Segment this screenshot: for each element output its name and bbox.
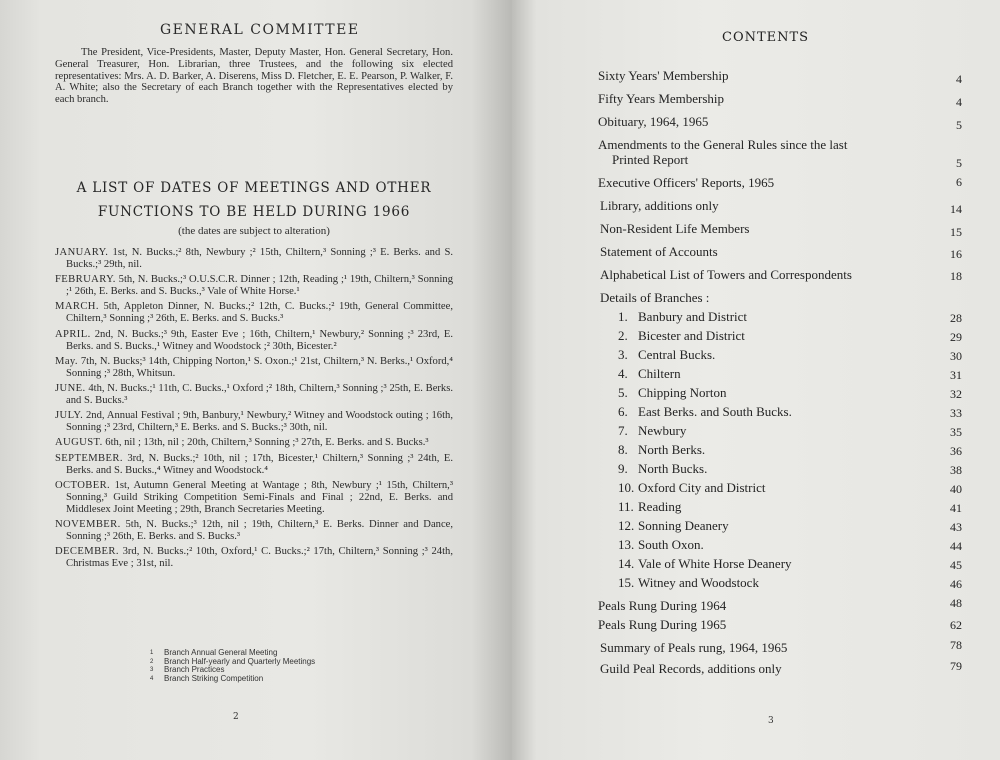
- toc-branch-label: [618, 461, 707, 477]
- toc-entry: [598, 617, 978, 635]
- toc-branch-label: [618, 309, 747, 325]
- month-dates: 4th, N. Bucks.;¹ 11th, C. Bucks.,¹ Oxford ;² 18th, Chiltern,³ Sonning ;³ 25th, E. Berks. and S. Bucks.³: [66, 383, 453, 406]
- month-entry: [55, 546, 453, 570]
- toc-branch-label: [618, 423, 686, 439]
- branch-number: 8.: [618, 442, 628, 457]
- branch-name: Newbury: [638, 423, 687, 438]
- toc-branch-entry: [598, 556, 978, 574]
- toc-entry-page: 5: [956, 156, 962, 170]
- toc-entry-label: Alphabetical List of Towers and Correspondents: [600, 267, 852, 282]
- month-name: JULY.: [55, 410, 84, 422]
- branch-number: 10.: [618, 480, 635, 495]
- month-dates: 3rd, N. Bucks.;² 10th, Oxford,¹ C. Bucks.;² 17th, Chiltern,³ Sonning ;³ 24th, Christmas Eve ; 31st, nil.: [66, 546, 453, 570]
- branch-name: North Berks.: [638, 442, 706, 457]
- toc-branch-entry: [598, 366, 978, 384]
- toc-branch-entry: [598, 461, 978, 479]
- toc-entry-page: 38: [950, 463, 962, 477]
- month-dates: 1st, N. Bucks.;² 8th, Newbury ;² 15th, Chiltern,³ Sonning ;³ E. Berks. and S. Bucks.;³ 29th, nil.: [66, 247, 453, 270]
- toc-entry-page: 44: [950, 539, 962, 553]
- toc-entry-page: 4: [956, 72, 962, 86]
- toc-branch-label: [618, 518, 729, 534]
- contents-heading: CONTENTS: [722, 30, 810, 45]
- footnote-mark: 2: [150, 658, 154, 665]
- toc-branch-label: [618, 328, 745, 344]
- toc-branch-label: [618, 366, 681, 382]
- branch-number: 9.: [618, 461, 628, 476]
- branch-name: Reading: [638, 499, 682, 514]
- branch-name: North Bucks.: [638, 461, 708, 476]
- toc-entry-label: Peals Rung During 1964: [598, 598, 727, 613]
- toc-branch-label: [618, 385, 726, 401]
- toc-entry-page: 28: [950, 311, 962, 325]
- toc-branch-entry: [598, 442, 978, 460]
- branch-number: 12.: [618, 518, 635, 533]
- toc-branch-entry: [598, 347, 978, 365]
- month-name: FEBRUARY.: [55, 274, 116, 286]
- toc-entry: [598, 221, 978, 239]
- toc-branch-label: [618, 442, 705, 458]
- toc-entry-label: Executive Officers' Reports, 1965: [598, 175, 775, 190]
- month-name: SEPTEMBER.: [55, 452, 123, 464]
- toc-entry-page: 43: [950, 520, 962, 534]
- month-entry: [55, 274, 453, 298]
- toc-entry-page: 29: [950, 330, 962, 344]
- branch-number: 3.: [618, 347, 628, 362]
- toc-entry-label: Fifty Years Membership: [598, 91, 725, 106]
- month-entry: [55, 356, 453, 380]
- toc-entry-label: Sixty Years' Membership: [598, 68, 729, 83]
- month-name: DECEMBER.: [55, 546, 119, 558]
- month-name: OCTOBER.: [55, 479, 111, 491]
- month-dates: 5th, N. Bucks.;³ 12th, nil ; 19th, Chiltern,³ E. Berks. Dinner and Dance, Sonning ;³ 26th, E. Berks. and S. Bucks.³: [66, 519, 453, 542]
- toc-entry-page: 30: [950, 349, 962, 363]
- footnote-mark: 4: [150, 675, 154, 682]
- toc-entry-page: 79: [950, 659, 962, 673]
- toc-branch-entry: [598, 575, 978, 593]
- branch-number: 13.: [618, 537, 635, 552]
- toc-entry-page: 62: [950, 618, 962, 632]
- month-dates: 6th, nil ; 13th, nil ; 20th, Chiltern,³ Sonning ;³ 27th, E. Berks. and S. Bucks.³: [102, 437, 429, 449]
- month-name: AUGUST.: [55, 437, 103, 449]
- toc-branch-entry: [598, 385, 978, 403]
- toc-branch-label: [618, 575, 759, 591]
- month-dates: 2nd, N. Bucks.;³ 9th, Easter Eve ; 16th, Chiltern,¹ Newbury,² Sonning ;³ 23rd, E. Berks. and S. Bucks.,¹ Witney and Woodstock ;² 30th, Bicester.²: [66, 328, 453, 352]
- footnote-legend: [150, 649, 315, 683]
- branch-name: Chiltern: [638, 366, 681, 381]
- toc-entry-page: 46: [950, 577, 962, 591]
- footnote-mark: 3: [150, 667, 154, 674]
- month-entry: [55, 410, 453, 434]
- toc-entry-label: Non-Resident Life Members: [600, 221, 750, 236]
- toc-entry: [598, 640, 978, 658]
- toc-entry-label: Statement of Accounts: [600, 244, 718, 259]
- month-dates: 5th, N. Bucks.;³ O.U.S.C.R. Dinner ; 12th, Reading ;¹ 19th, Chiltern,³ Sonning ;¹ 26th, E. Berks. and S. Bucks.,³ Vale of White Horse.¹: [66, 274, 453, 298]
- toc-entry-page: 78: [950, 638, 962, 652]
- toc-entry-page: 33: [950, 406, 962, 420]
- month-entry: [55, 437, 453, 449]
- toc-branch-label: [618, 347, 715, 363]
- toc-entry-label: Printed Report: [612, 152, 689, 167]
- toc-entry-label: Amendments to the General Rules since the last: [598, 137, 848, 152]
- month-name: APRIL.: [55, 328, 91, 340]
- toc-branch-label: [618, 404, 792, 420]
- month-name: MARCH.: [55, 301, 99, 313]
- month-entry: [55, 301, 453, 325]
- toc-entry-page: 41: [950, 501, 962, 515]
- month-name: May.: [55, 355, 78, 367]
- toc-branch-entry: [598, 518, 978, 536]
- footnote-text: Branch Striking Competition: [164, 673, 264, 683]
- month-entry: [55, 383, 453, 407]
- toc-entry-page: 32: [950, 387, 962, 401]
- branch-number: 1.: [618, 309, 628, 324]
- branch-name: East Berks. and South Bucks.: [638, 404, 792, 419]
- branch-name: Witney and Woodstock: [638, 575, 759, 590]
- branch-number: 11.: [618, 499, 634, 514]
- footnote-text: Branch Half-yearly and Quarterly Meetings: [164, 656, 316, 666]
- branch-name: Vale of White Horse Deanery: [638, 556, 792, 571]
- branch-name: South Oxon.: [638, 537, 704, 552]
- toc-entry-label: Guild Peal Records, additions only: [600, 661, 782, 676]
- toc-branch-label: [618, 480, 765, 496]
- toc-entry: [598, 114, 978, 132]
- month-name: JUNE.: [55, 383, 86, 395]
- branch-name: Sonning Deanery: [638, 518, 729, 533]
- toc-entry-label: Summary of Peals rung, 1964, 1965: [600, 640, 788, 655]
- toc-branch-label: [618, 537, 704, 553]
- month-name: JANUARY.: [55, 247, 109, 258]
- month-dates: 1st, Autumn General Meeting at Wantage ; 8th, Newbury ;¹ 15th, Chiltern,³ Sonning,³ Guild Striking Competition Semi-Finals and Final ; 22nd, E. Berks. and Middlesex Joint Meeting ; 29th, Branch Secretaries Meeting.: [66, 479, 453, 515]
- toc-entry: [598, 91, 978, 109]
- branch-number: 7.: [618, 423, 628, 438]
- toc-entry: [598, 198, 978, 216]
- toc-entry-page: 18: [950, 269, 962, 283]
- toc-entry: [598, 244, 978, 262]
- page-number-left: 2: [233, 712, 239, 722]
- branch-number: 6.: [618, 404, 628, 419]
- toc-entry-page: 16: [950, 247, 962, 261]
- toc-entry-page: 15: [950, 225, 962, 239]
- branch-number: 15.: [618, 575, 635, 590]
- meetings-list-heading: [55, 176, 453, 224]
- toc-entry-page: 36: [950, 444, 962, 458]
- meetings-heading-line-2: FUNCTIONS TO BE HELD DURING 1966: [97, 204, 411, 220]
- branch-name: Central Bucks.: [638, 347, 716, 362]
- toc-entry-page: 45: [950, 558, 962, 572]
- month-entry: [55, 329, 453, 353]
- toc-entry-label: Peals Rung During 1965: [598, 617, 727, 632]
- branch-name: Oxford City and District: [638, 480, 766, 495]
- toc-branch-entry: [598, 328, 978, 346]
- toc-entry-page: 48: [950, 596, 962, 610]
- branch-number: 4.: [618, 366, 628, 381]
- toc-branch-label: [618, 499, 681, 515]
- branch-name: Banbury and District: [638, 309, 748, 324]
- branch-name: Chipping Norton: [638, 385, 727, 400]
- toc-entry-page: 4: [956, 95, 962, 109]
- footnote-text: Branch Practices: [164, 665, 225, 675]
- toc-entry: [598, 68, 978, 86]
- branch-number: 5.: [618, 385, 628, 400]
- toc-entry-label: Details of Branches :: [600, 290, 710, 305]
- page-number-right: 3: [768, 716, 774, 726]
- toc-branch-entry: [598, 423, 978, 441]
- toc-entry: [598, 661, 978, 679]
- toc-entry-page: 40: [950, 482, 962, 496]
- right-page: [512, 0, 1000, 760]
- month-dates: 2nd, Annual Festival ; 9th, Banbury,¹ Newbury,² Witney and Woodstock outing ; 16th, Sonning ;³ 23rd, Chiltern,³ E. Berks. and S. Bucks.;³ 30th, nil.: [66, 410, 453, 434]
- branch-number: 14.: [618, 556, 635, 571]
- toc-branch-entry: [598, 309, 978, 327]
- toc-entry-page: 5: [956, 118, 962, 132]
- toc-branch-entry: [598, 480, 978, 498]
- toc-entry: [598, 598, 978, 616]
- footnote-text: Branch Annual General Meeting: [164, 648, 278, 657]
- toc-branch-entry: [598, 537, 978, 555]
- toc-entry: [598, 290, 978, 308]
- footnote-mark: 1: [150, 650, 154, 656]
- toc-entry: [598, 267, 978, 285]
- toc-entry-page: 14: [950, 202, 962, 216]
- toc-entry-page: 31: [950, 368, 962, 382]
- toc-entry: [598, 152, 978, 170]
- month-entry: [55, 453, 453, 477]
- branch-name: Bicester and District: [638, 328, 745, 343]
- committee-heading: GENERAL COMMITTEE: [160, 22, 360, 38]
- toc-branch-label: [618, 556, 792, 572]
- month-entry: [55, 247, 453, 271]
- monthly-schedule: [55, 247, 453, 573]
- month-name: NOVEMBER.: [55, 519, 121, 531]
- toc-entry-label: Library, additions only: [600, 198, 719, 213]
- month-dates: 5th, Appleton Dinner, N. Bucks.;² 12th, C. Bucks.;² 19th, General Committee, Chiltern,³ Sonning ;³ 26th, E. Berks. and S. Bucks.³: [66, 301, 453, 325]
- month-dates: 7th, N. Bucks;³ 14th, Chipping Norton,¹ S. Oxon.;¹ 21st, Chiltern,³ N. Berks.,¹ Oxford,⁴ Sonning ;³ 28th, Whitsun.: [66, 355, 453, 379]
- month-dates: 3rd, N. Bucks.;² 10th, nil ; 17th, Bicester,¹ Chiltern,³ Sonning ;³ 24th, E. Berks. and S. Bucks.,⁴ Witney and Woodstock.⁴: [66, 452, 453, 476]
- month-entry: [55, 480, 453, 516]
- branch-number: 2.: [618, 328, 628, 343]
- toc-entry-page: 35: [950, 425, 962, 439]
- toc-entry-page: 6: [956, 175, 962, 189]
- toc-branch-entry: [598, 499, 978, 517]
- dates-alteration-note: (the dates are subject to alteration): [178, 225, 330, 237]
- meetings-heading-line-1: A LIST OF DATES OF MEETINGS AND OTHER: [76, 180, 432, 196]
- footnote: [150, 675, 315, 684]
- month-entry: [55, 519, 453, 543]
- toc-branch-entry: [598, 404, 978, 422]
- toc-entry-label: Obituary, 1964, 1965: [598, 114, 709, 129]
- committee-paragraph: The President, Vice-Presidents, Master, Deputy Master, Hon. General Secretary, Hon. General Treasurer, Hon. Librarian, three Trustees, and the following six elected representatives: Mrs. A. D. Barker, A. Diserens, Miss D. Fletcher, E. E. Pearson, P. Walker, F. A. White; also the Secretary of each Branch together with the Representatives elected by each branch.: [55, 47, 453, 106]
- toc-entry: [598, 175, 978, 193]
